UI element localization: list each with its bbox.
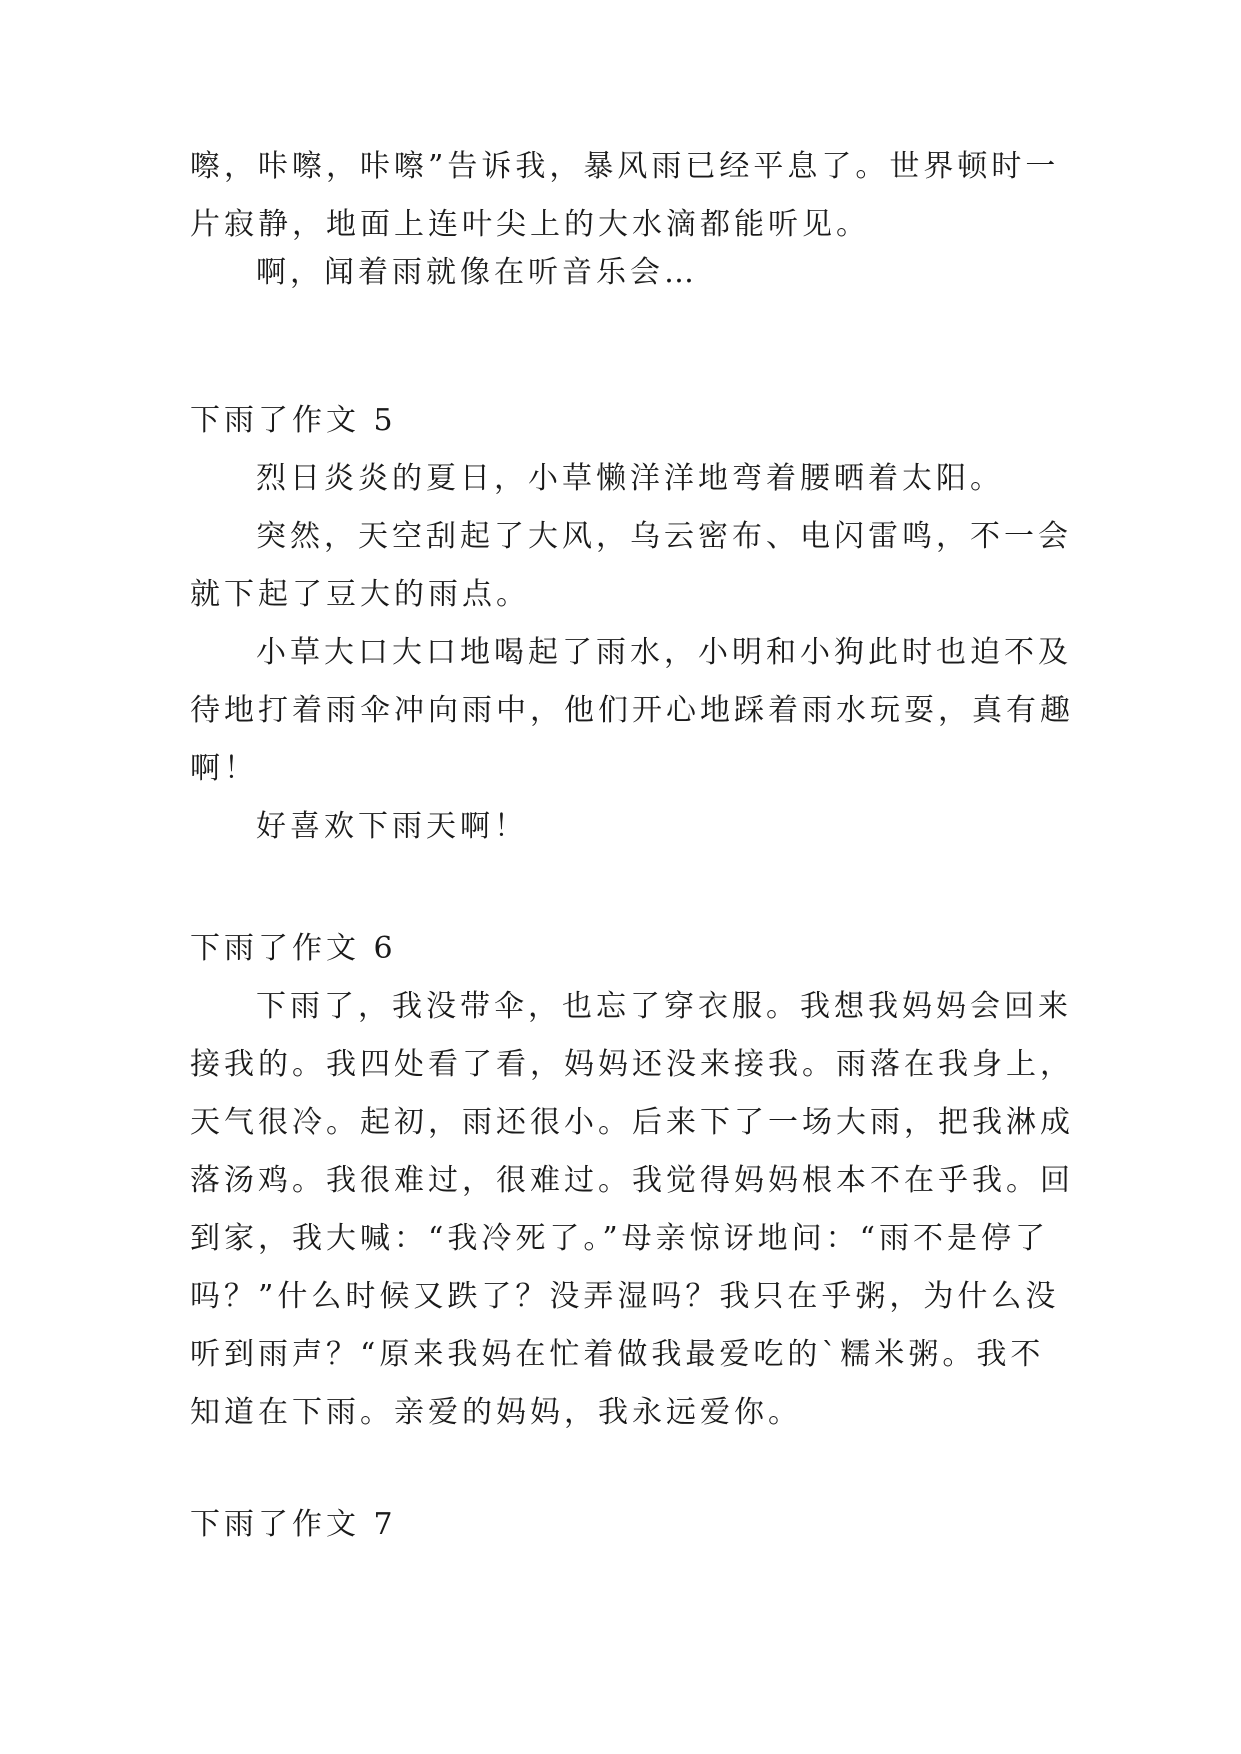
text-line: 知道在下雨。亲爱的妈妈，我永远爱你。 <box>190 1395 802 1430</box>
text-line: 待地打着雨伞冲向雨中，他们开心地踩着雨水玩耍，真有趣 <box>190 693 1074 728</box>
text-line: 就下起了豆大的雨点。 <box>190 577 530 612</box>
paragraph <box>190 798 1126 856</box>
paragraph <box>190 244 1126 302</box>
section-heading: 下雨了作文 6 <box>190 931 397 966</box>
text-line: 好喜欢下雨天啊！ <box>256 809 528 844</box>
text-line: 烈日炎炎的夏日，小草懒洋洋地弯着腰晒着太阳。 <box>256 461 1004 496</box>
text-line: 下雨了，我没带伞，也忘了穿衣服。我想我妈妈会回来 <box>256 989 1072 1024</box>
text-line: 片寂静，地面上连叶尖上的大水滴都能听见。 <box>190 207 870 242</box>
text-line: 啊，闻着雨就像在听音乐会… <box>256 255 698 290</box>
text-line: 吗？”什么时候又跌了？没弄湿吗？我只在乎粥，为什么没 <box>190 1279 1060 1314</box>
text-line: 嚓，咔嚓，咔嚓”告诉我，暴风雨已经平息了。世界顿时一 <box>190 149 1060 184</box>
text-line: 落汤鸡。我很难过，很难过。我觉得妈妈根本不在乎我。回 <box>190 1163 1074 1198</box>
paragraph <box>190 508 1072 624</box>
text-line: 到家，我大喊：“我冷死了。”母亲惊讶地问：“雨不是停了 <box>190 1221 1050 1256</box>
paragraph <box>190 450 1126 508</box>
section-heading: 下雨了作文 7 <box>190 1507 397 1542</box>
text-line: 突然，天空刮起了大风，乌云密布、电闪雷鸣，不一会 <box>256 519 1072 554</box>
paragraph <box>190 138 1060 254</box>
text-line: 啊！ <box>190 751 258 786</box>
paragraph <box>190 978 1074 1442</box>
text-line: 天气很冷。起初，雨还很小。后来下了一场大雨，把我淋成 <box>190 1105 1074 1140</box>
paragraph <box>190 624 1074 798</box>
text-line: 听到雨声？“原来我妈在忙着做我最爱吃的`糯米粥。我不 <box>190 1337 1045 1372</box>
text-line: 接我的。我四处看了看，妈妈还没来接我。雨落在我身上， <box>190 1047 1074 1082</box>
section-heading: 下雨了作文 5 <box>190 403 397 438</box>
text-line: 小草大口大口地喝起了雨水，小明和小狗此时也迫不及 <box>256 635 1072 670</box>
